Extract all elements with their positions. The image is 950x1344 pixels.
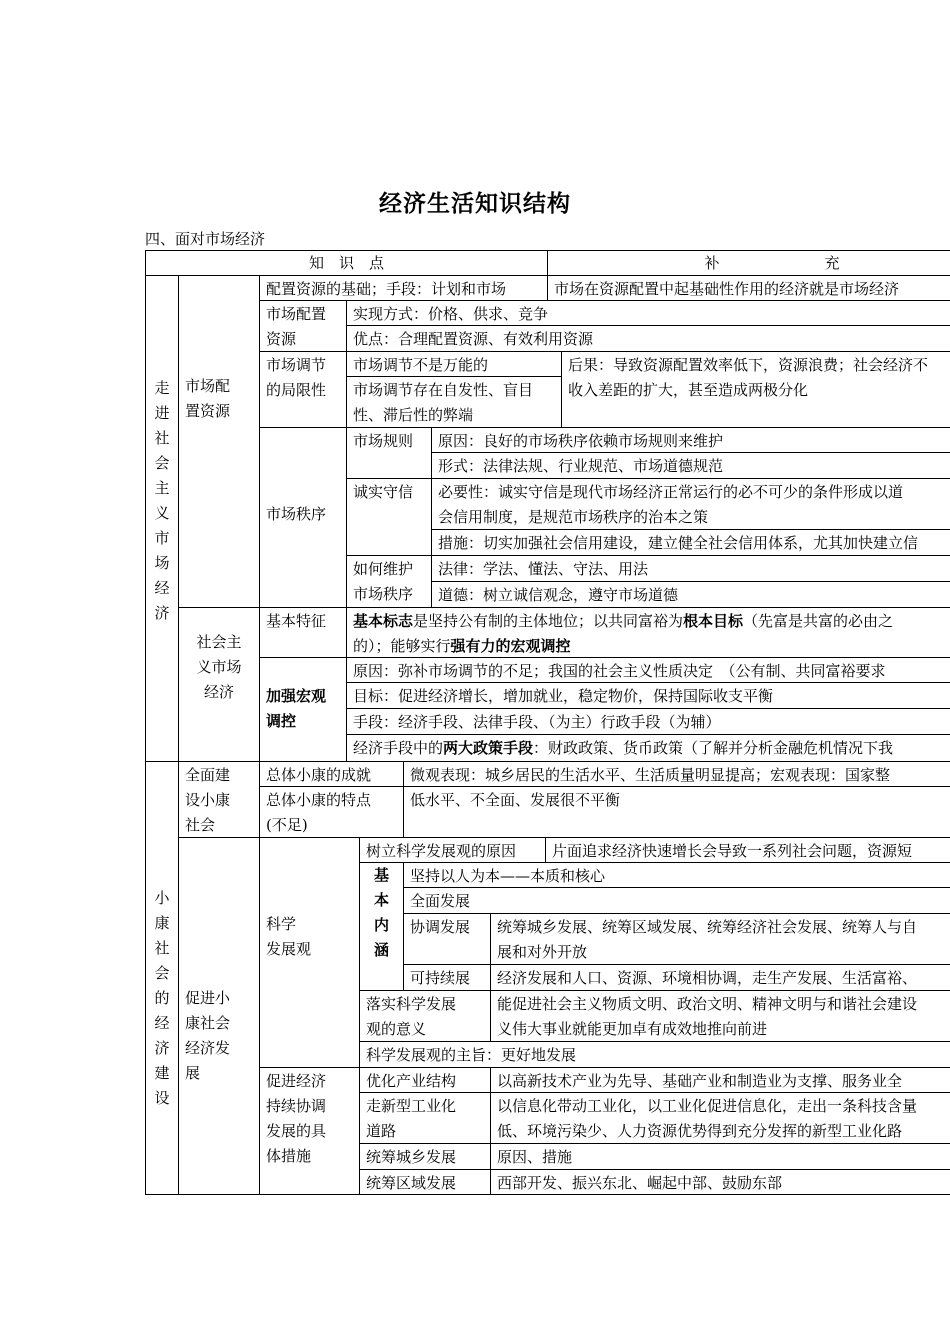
policy-bold: 两大政策手段	[443, 739, 534, 757]
rules-label: 市场规则	[346, 427, 432, 479]
basic-sustain-note: 经济发展和人口、资源、环境相协调，走生产发展、生活富裕、	[490, 964, 950, 991]
meaning-note-1: 能促进社会主义物质文明、政治文明、精神文明与和谐社会建设	[497, 995, 918, 1013]
feature-text-2: （先富是共富的必由之	[743, 612, 894, 630]
promote-label	[178, 837, 260, 1195]
limit-note	[561, 351, 950, 428]
xk-achieve: 总体小康的成就	[259, 761, 404, 787]
measures-label-1: 促进经济	[266, 1072, 327, 1090]
basis-cell: 配置资源的基础；手段：计划和市场	[259, 275, 548, 301]
basic-full: 全面发展	[403, 887, 950, 914]
maintain-label-2: 市场秩序	[353, 585, 414, 603]
alloc-label-2: 资源	[266, 330, 297, 348]
meaning-note	[490, 990, 950, 1042]
meaning-label-1: 落实科学发展	[366, 995, 457, 1013]
socialist-label-1: 社会主	[196, 633, 242, 651]
honesty-label: 诚实守信	[346, 478, 432, 556]
limit-b	[346, 376, 562, 428]
alloc-merit: 优点：合理配置资源、有效利用资源	[346, 325, 950, 352]
sci-label-1: 科学	[266, 915, 297, 933]
limit-b-1: 市场调节存在自发性、盲目	[353, 381, 534, 399]
macro-label-2: 调控	[266, 712, 297, 730]
honesty-measure: 措施：切实加强社会信用建设，建立健全社会信用体系，尤其加快建立信	[431, 529, 950, 556]
maintain-morality: 道德：树立诚信观念，遵守市场道德	[431, 581, 950, 608]
policy-text-1: 经济手段中的	[353, 739, 444, 757]
feature-label: 基本特征	[259, 607, 347, 658]
sci-label-2: 发展观	[266, 940, 312, 958]
basic-label-2: 本	[373, 891, 389, 909]
urban-label: 统筹城乡发展	[359, 1143, 491, 1170]
coord-note-1: 统筹城乡发展、统筹区域发展、统筹经济社会发展、统筹人与自	[497, 918, 918, 936]
newind-note	[490, 1092, 950, 1144]
xk-achieve-note: 微观表现：城乡居民的生活水平、生活质量明显提高；宏观表现：国家整	[403, 761, 950, 787]
meaning-label-2: 观的意义	[366, 1020, 427, 1038]
basis-note: 市场在资源配置中起基础性作用的经济就是市场经济	[547, 275, 950, 301]
why-note: 片面追求经济快速增长会导致一系列社会问题，资源短	[545, 837, 950, 863]
macro-policy	[346, 734, 950, 762]
honesty-need-2: 会信用制度，是规范市场秩序的治本之策	[438, 508, 709, 526]
alloc-method: 实现方式：价格、供求、竞争	[346, 300, 950, 326]
basic-sustain: 可持续展	[403, 964, 491, 991]
feature-text-3: 的）；能够实行	[353, 637, 451, 655]
macro-label	[259, 657, 347, 762]
xk-label	[178, 761, 260, 838]
newind-label	[359, 1092, 491, 1144]
region-label: 统筹区域发展	[359, 1169, 491, 1195]
order-label: 市场秩序	[259, 427, 347, 608]
industry-label: 优化产业结构	[359, 1067, 491, 1093]
market-label-2: 置资源	[185, 402, 231, 420]
feature-text-1: 是坚持公有制的主体地位；以共同富裕为	[413, 612, 684, 630]
industry-note: 以高新技术产业为先导、基础产业和制造业为支撑、服务业全	[490, 1067, 950, 1093]
meaning-note-2: 义伟大事业就能更加卓有成效地推向前进	[497, 1020, 768, 1038]
limit-b-2: 性、滞后性的弊端	[353, 406, 474, 424]
newind-note-1: 以信息化带动工业化，以工业化促进信息化，走出一条科技含量	[497, 1097, 918, 1115]
macro-label-1: 加强宏观	[266, 687, 327, 705]
header-knowledge	[145, 250, 548, 276]
basic-label	[359, 862, 404, 991]
sci-theme: 科学发展观的主旨：更好地发展	[359, 1041, 950, 1068]
basic-coord: 协调发展	[403, 913, 491, 965]
basic-label-1: 基	[373, 866, 389, 884]
limit-label-2: 的局限性	[266, 381, 327, 399]
newind-label-1: 走新型工业化	[366, 1097, 457, 1115]
header-supplement	[547, 250, 950, 276]
s1-title-text: 走进社会主义市场经济	[154, 379, 170, 622]
sci-label	[259, 837, 360, 1068]
urban-note: 原因、措施	[490, 1143, 950, 1170]
limit-note-2: 收入差距的扩大，甚至造成两极分化	[568, 381, 809, 399]
region-note: 西部开发、振兴东北、崛起中部、鼓励东部	[490, 1169, 950, 1195]
feature-line-1	[353, 609, 950, 634]
limit-label-1: 市场调节	[266, 356, 327, 374]
socialist-label	[178, 607, 260, 762]
header-knowledge-text: 知 识 点	[308, 254, 384, 272]
measures-label	[259, 1067, 360, 1195]
feature-bold-1: 基本标志	[353, 612, 414, 630]
promote-label-4: 展	[185, 1064, 201, 1082]
section-heading: 四、面对市场经济	[145, 230, 266, 248]
page-title: 经济生活知识结构	[379, 190, 571, 217]
macro-goal: 目标：促进经济增长，增加就业，稳定物价，保持国际收支平衡	[346, 682, 950, 709]
xk-feature	[259, 786, 404, 838]
s2-title-text: 小康社会的经济建设	[154, 889, 170, 1107]
market-label-1: 市场配	[185, 377, 231, 395]
market-label	[178, 275, 260, 608]
feature-text	[346, 607, 950, 658]
measures-label-4: 体措施	[266, 1147, 312, 1165]
xk-label-3: 社会	[185, 816, 216, 834]
basic-coord-note	[490, 913, 950, 965]
promote-label-3: 经济发	[185, 1039, 231, 1057]
xk-label-2: 设小康	[185, 791, 231, 809]
limit-label	[259, 351, 347, 428]
socialist-label-2: 义市场	[196, 658, 242, 676]
basic-label-4: 涵	[373, 941, 389, 959]
limit-a: 市场调节不是万能的	[346, 351, 562, 377]
s1-title	[145, 275, 179, 762]
socialist-label-3: 经济	[203, 683, 234, 701]
header-supplement-text: 补 充	[704, 254, 840, 272]
promote-label-2: 康社会	[185, 1014, 231, 1032]
newind-label-2: 道路	[366, 1122, 397, 1140]
alloc-label-1: 市场配置	[266, 305, 327, 323]
macro-reason: 原因：弥补市场调节的不足；我国的社会主义性质决定 （公有制、共同富裕要求	[346, 657, 950, 683]
s2-title	[145, 761, 179, 1195]
measures-label-2: 持续协调	[266, 1097, 327, 1115]
xk-feature-note: 低水平、不全面、发展很不平衡	[403, 786, 950, 838]
basic-people: 坚持以人为本——本质和核心	[403, 862, 950, 888]
feature-bold-2: 根本目标	[683, 612, 744, 630]
basic-label-3: 内	[373, 916, 389, 934]
rules-reason: 原因：良好的市场秩序依赖市场规则来维护	[431, 427, 950, 453]
meaning-label	[359, 990, 491, 1042]
measures-label-3: 发展的具	[266, 1122, 327, 1140]
limit-note-1: 后果：导致资源配置效率低下，资源浪费；社会经济不	[568, 356, 929, 374]
maintain-law: 法律：学法、懂法、守法、用法	[431, 555, 950, 582]
honesty-need-1: 必要性：诚实守信是现代市场经济正常运行的必不可少的条件形成以道	[438, 483, 904, 501]
honesty-need	[431, 478, 950, 530]
newind-note-2: 低、环境污染少、人力资源优势得到充分发挥的新型工业化路	[497, 1122, 903, 1140]
promote-label-1: 促进小	[185, 989, 231, 1007]
policy-text-2: ：财政政策、货币政策（了解并分析金融危机情况下我	[533, 739, 894, 757]
xk-feature-1: 总体小康的特点	[266, 791, 372, 809]
rules-form: 形式：法律法规、行业规范、市场道德规范	[431, 452, 950, 479]
maintain-label	[346, 555, 432, 608]
macro-means: 手段：经济手段、法律手段、（为主）行政手段（为辅）	[346, 708, 950, 735]
feature-line-2	[353, 634, 950, 658]
maintain-label-1: 如何维护	[353, 560, 414, 578]
why-label: 树立科学发展观的原因	[359, 837, 546, 863]
feature-bold-3: 强有力的宏观调控	[450, 637, 571, 655]
xk-feature-2: (不足)	[266, 816, 308, 834]
xk-label-1: 全面建	[185, 766, 231, 784]
alloc-label	[259, 300, 347, 352]
coord-note-2: 展和对外开放	[497, 943, 588, 961]
